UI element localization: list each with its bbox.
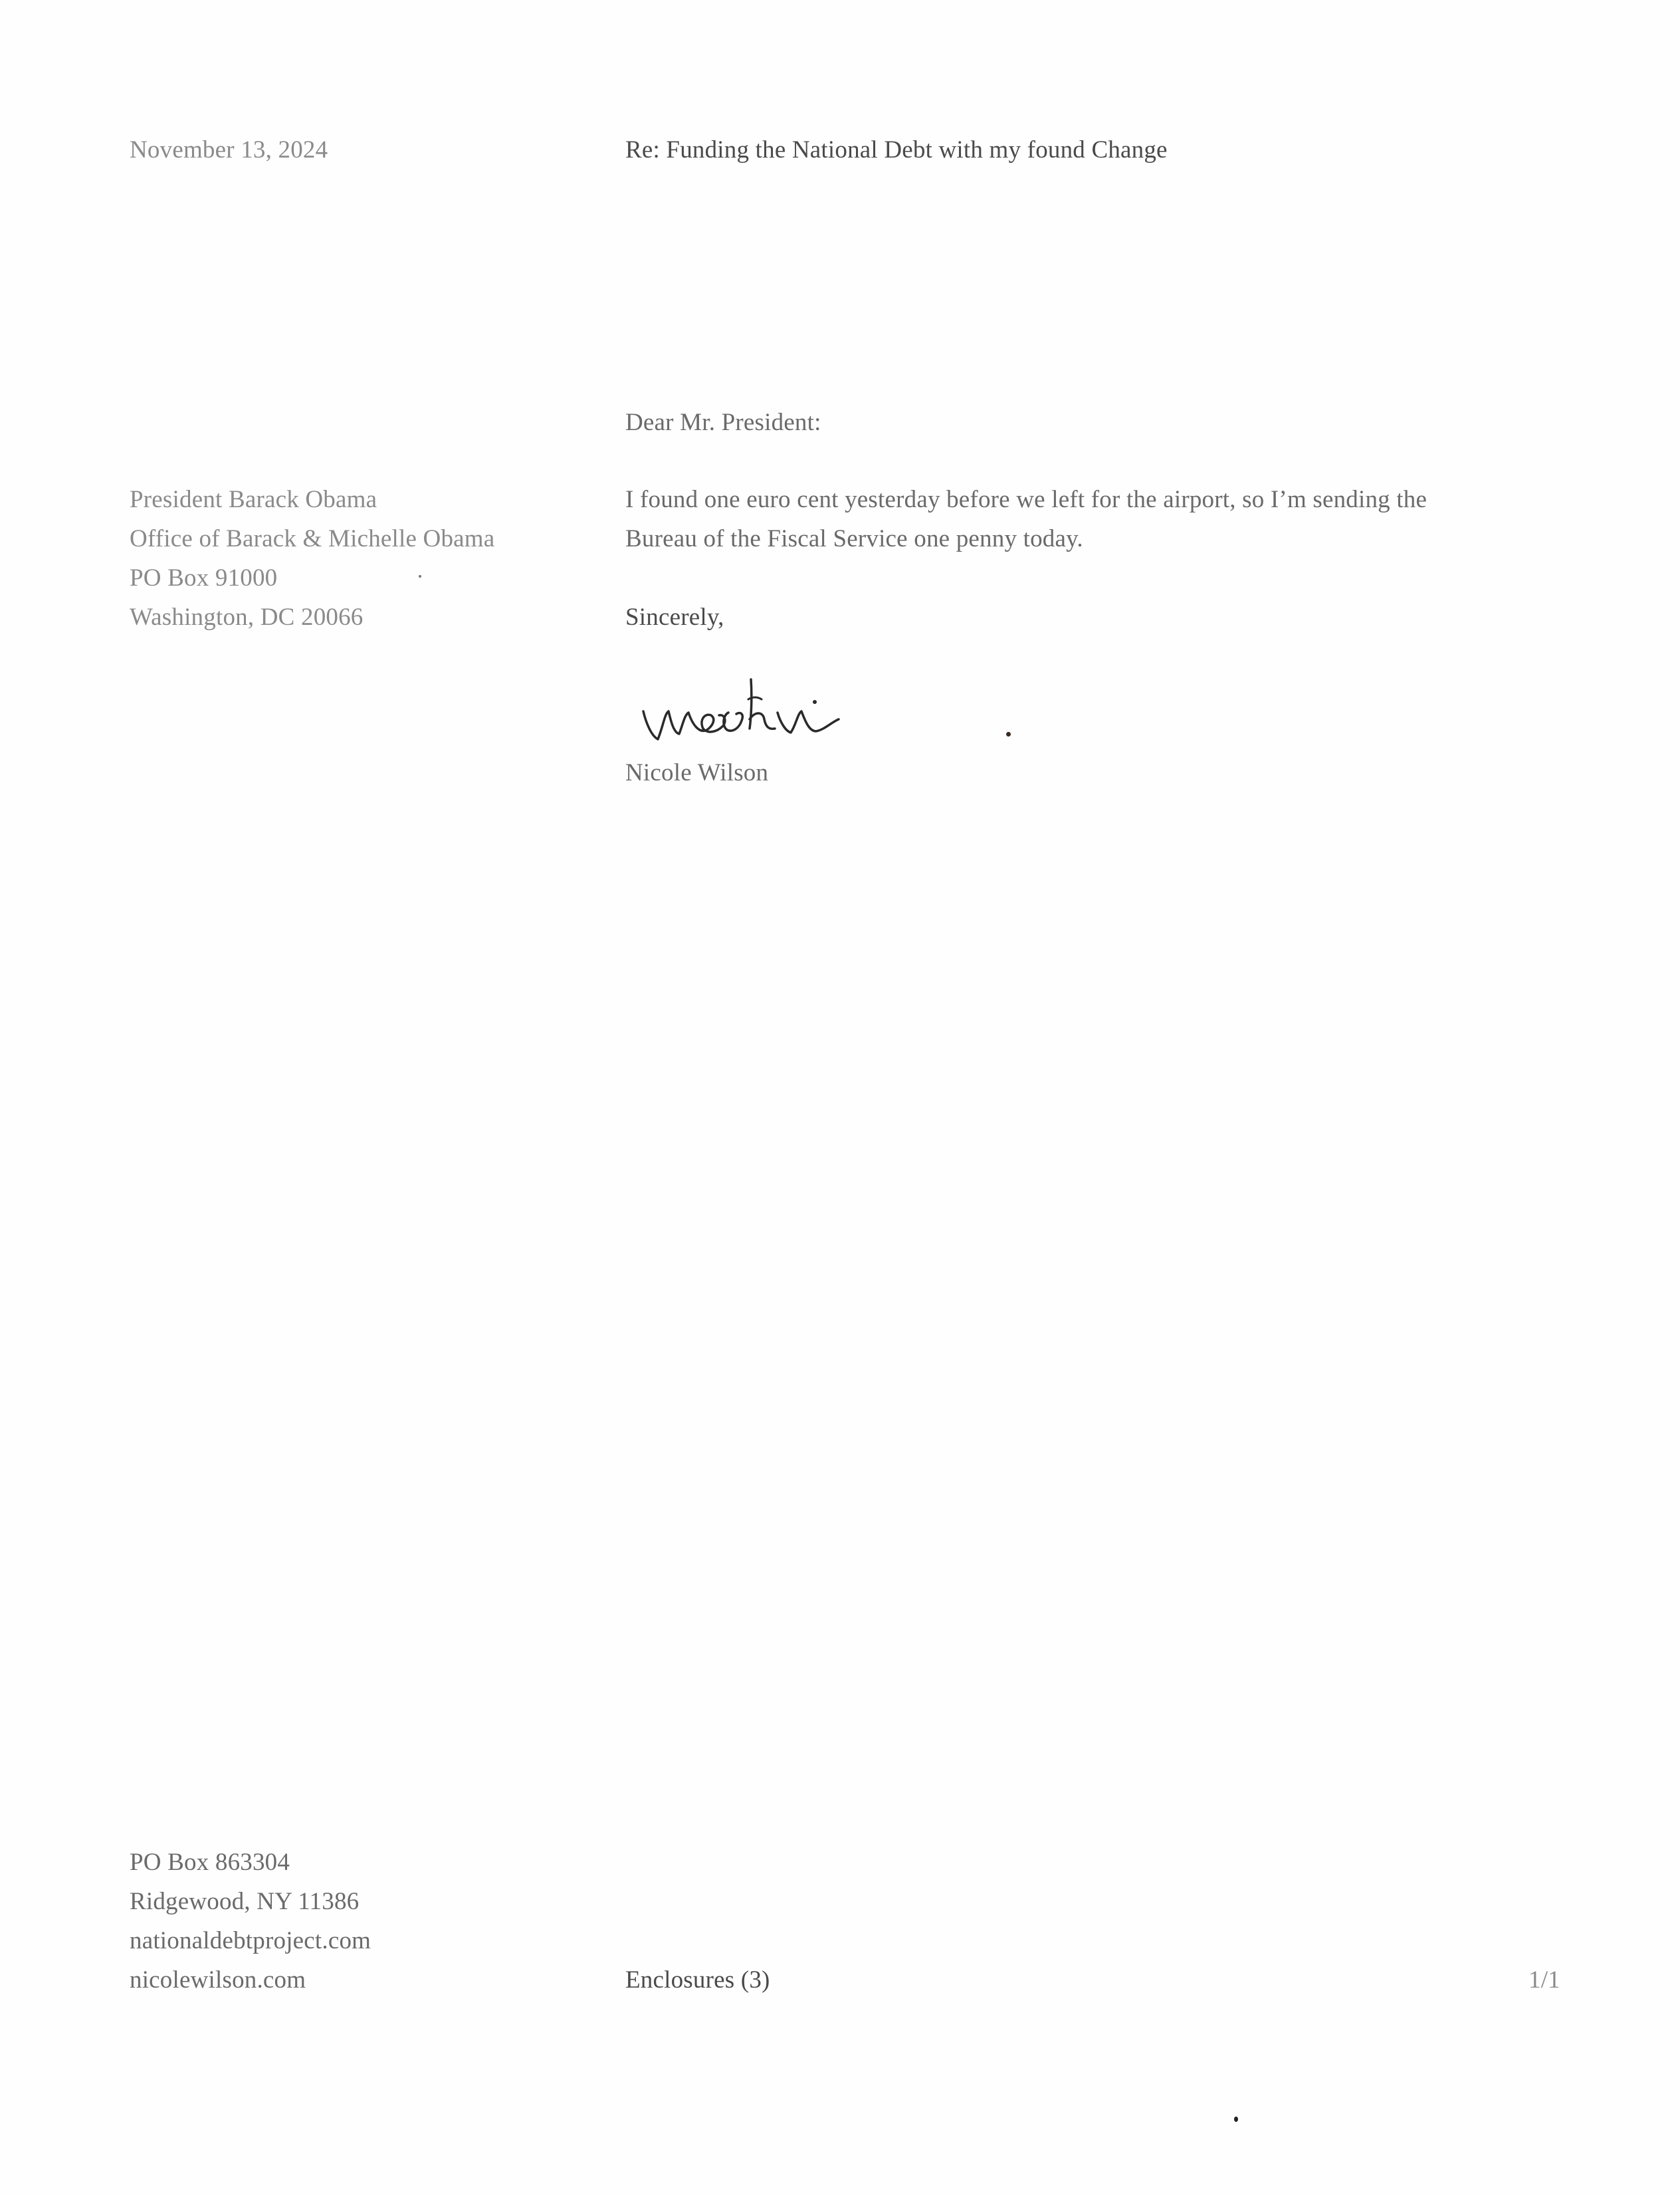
letter-subject: Re: Funding the National Debt with my found Change (625, 136, 1168, 164)
recipient-address (130, 480, 494, 637)
handwritten-signature (638, 673, 984, 759)
recipient-office: Office of Barack & Michelle Obama (130, 525, 495, 552)
paper-speck (419, 575, 421, 578)
recipient-name: President Barack Obama (130, 486, 377, 513)
ink-dot (1006, 732, 1011, 737)
salutation: Dear Mr. President: (625, 409, 821, 436)
letter-body (625, 480, 1427, 558)
closing: Sincerely, (625, 604, 724, 631)
body-line: Bureau of the Fiscal Service one penny today. (625, 525, 1083, 552)
sender-website: nationaldebtproject.com (130, 1927, 371, 1954)
recipient-city: Washington, DC 20066 (130, 604, 364, 631)
sender-city: Ridgewood, NY 11386 (130, 1888, 360, 1915)
paper-speck (1234, 2117, 1238, 2122)
body-line: I found one euro cent yesterday before we left for the airport, so I’m sending the (625, 486, 1427, 513)
sender-website: nicolewilson.com (130, 1966, 306, 1994)
enclosures-note: Enclosures (3) (625, 1966, 770, 1994)
page-number: 1/1 (1528, 1966, 1560, 1994)
recipient-po-box: PO Box 91000 (130, 564, 278, 592)
signer-name: Nicole Wilson (625, 759, 769, 786)
sender-po-box: PO Box 863304 (130, 1849, 290, 1876)
letter-date: November 13, 2024 (130, 136, 328, 164)
sender-address (130, 1843, 371, 2000)
